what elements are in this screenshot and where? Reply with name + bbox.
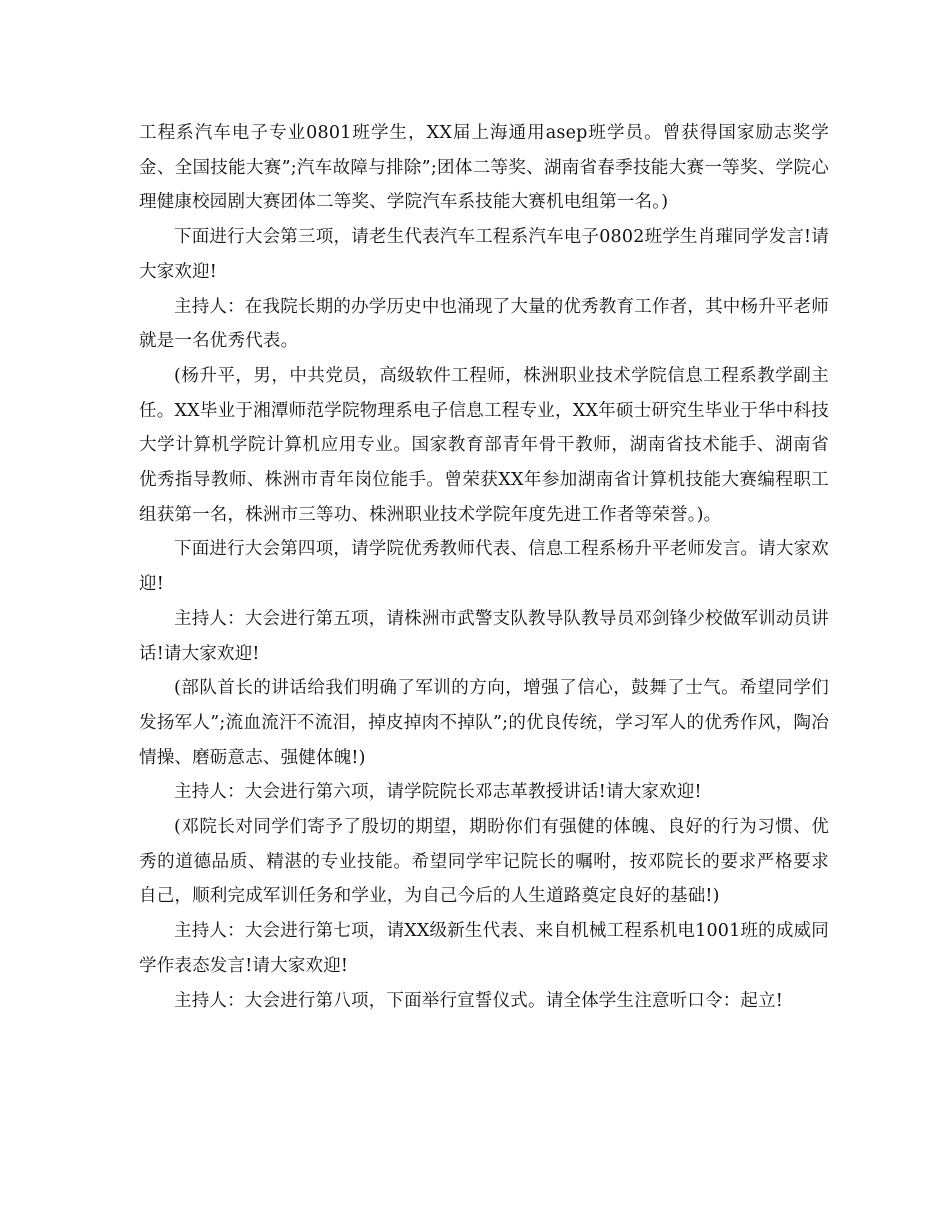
paragraph-7: (部队首长的讲话给我们明确了军训的方向，增强了信心，鼓舞了士气。希望同学们发扬军人”;流血流汗不流泪，掉皮掉肉不掉队”;的优良传统，学习军人的优秀作风，陶冶情操、磨砺意志、强健体魄!) [139,678,829,768]
document-body [139,116,829,1018]
paragraph-8: 主持人：大会进行第六项，请学院院长邓志革教授讲话!请大家欢迎! [174,782,702,803]
paragraph-11: 主持人：大会进行第八项，下面举行宣誓仪式。请全体学生注意听口令：起立! [174,990,784,1011]
paragraph-2: 下面进行大会第三项，请老生代表汽车工程系汽车电子0802班学生肖璀同学发言!请大家欢迎! [139,227,829,282]
paragraph-3: 主持人：在我院长期的办学历史中也涌现了大量的优秀教育工作者，其中杨升平老师就是一名优秀代表。 [139,296,829,352]
paragraph-10: 主持人：大会进行第七项，请XX级新生代表、来自机械工程系机电1001班的成威同学作表态发言!请大家欢迎! [139,921,829,976]
paragraph-4: (杨升平，男，中共党员，高级软件工程师，株洲职业技术学院信息工程系教学副主任。XX毕业于湘潭师范学院物理系电子信息工程专业，XX年硕士研究生毕业于华中科技大学计算机学院计算机应用专业。国家教育部青年骨干教师，湖南省技术能手、湖南省优秀指导教师、株洲市青年岗位能手。曾荣获XX年参加湖南省计算机技能大赛编程职工组获第一名，株洲市三等功、株洲职业技术学院年度先进工作者等荣誉。)。 [139,365,829,525]
paragraph-9: (邓院长对同学们寄予了殷切的期望，期盼你们有强健的体魄、良好的行为习惯、优秀的道德品质、精湛的专业技能。希望同学牢记院长的嘱咐，按邓院长的要求严格要求自己，顺利完成军训任务和学业，为自己今后的人生道路奠定良好的基础!) [139,817,829,907]
paragraph-6: 主持人：大会进行第五项，请株洲市武警支队教导队教导员邓剑锋少校做军训动员讲话!请大家欢迎! [139,608,829,664]
paragraph-5: 下面进行大会第四项，请学院优秀教师代表、信息工程系杨升平老师发言。请大家欢迎! [139,539,829,595]
paragraph-1: 工程系汽车电子专业0801班学生，XX届上海通用asep班学员。曾获得国家励志奖学金、全国技能大赛”;汽车故障与排除”;团体二等奖、湖南省春季技能大赛一等奖、学院心理健康校园剧大赛团体二等奖、学院汽车系技能大赛机电组第一名。) [139,123,829,213]
